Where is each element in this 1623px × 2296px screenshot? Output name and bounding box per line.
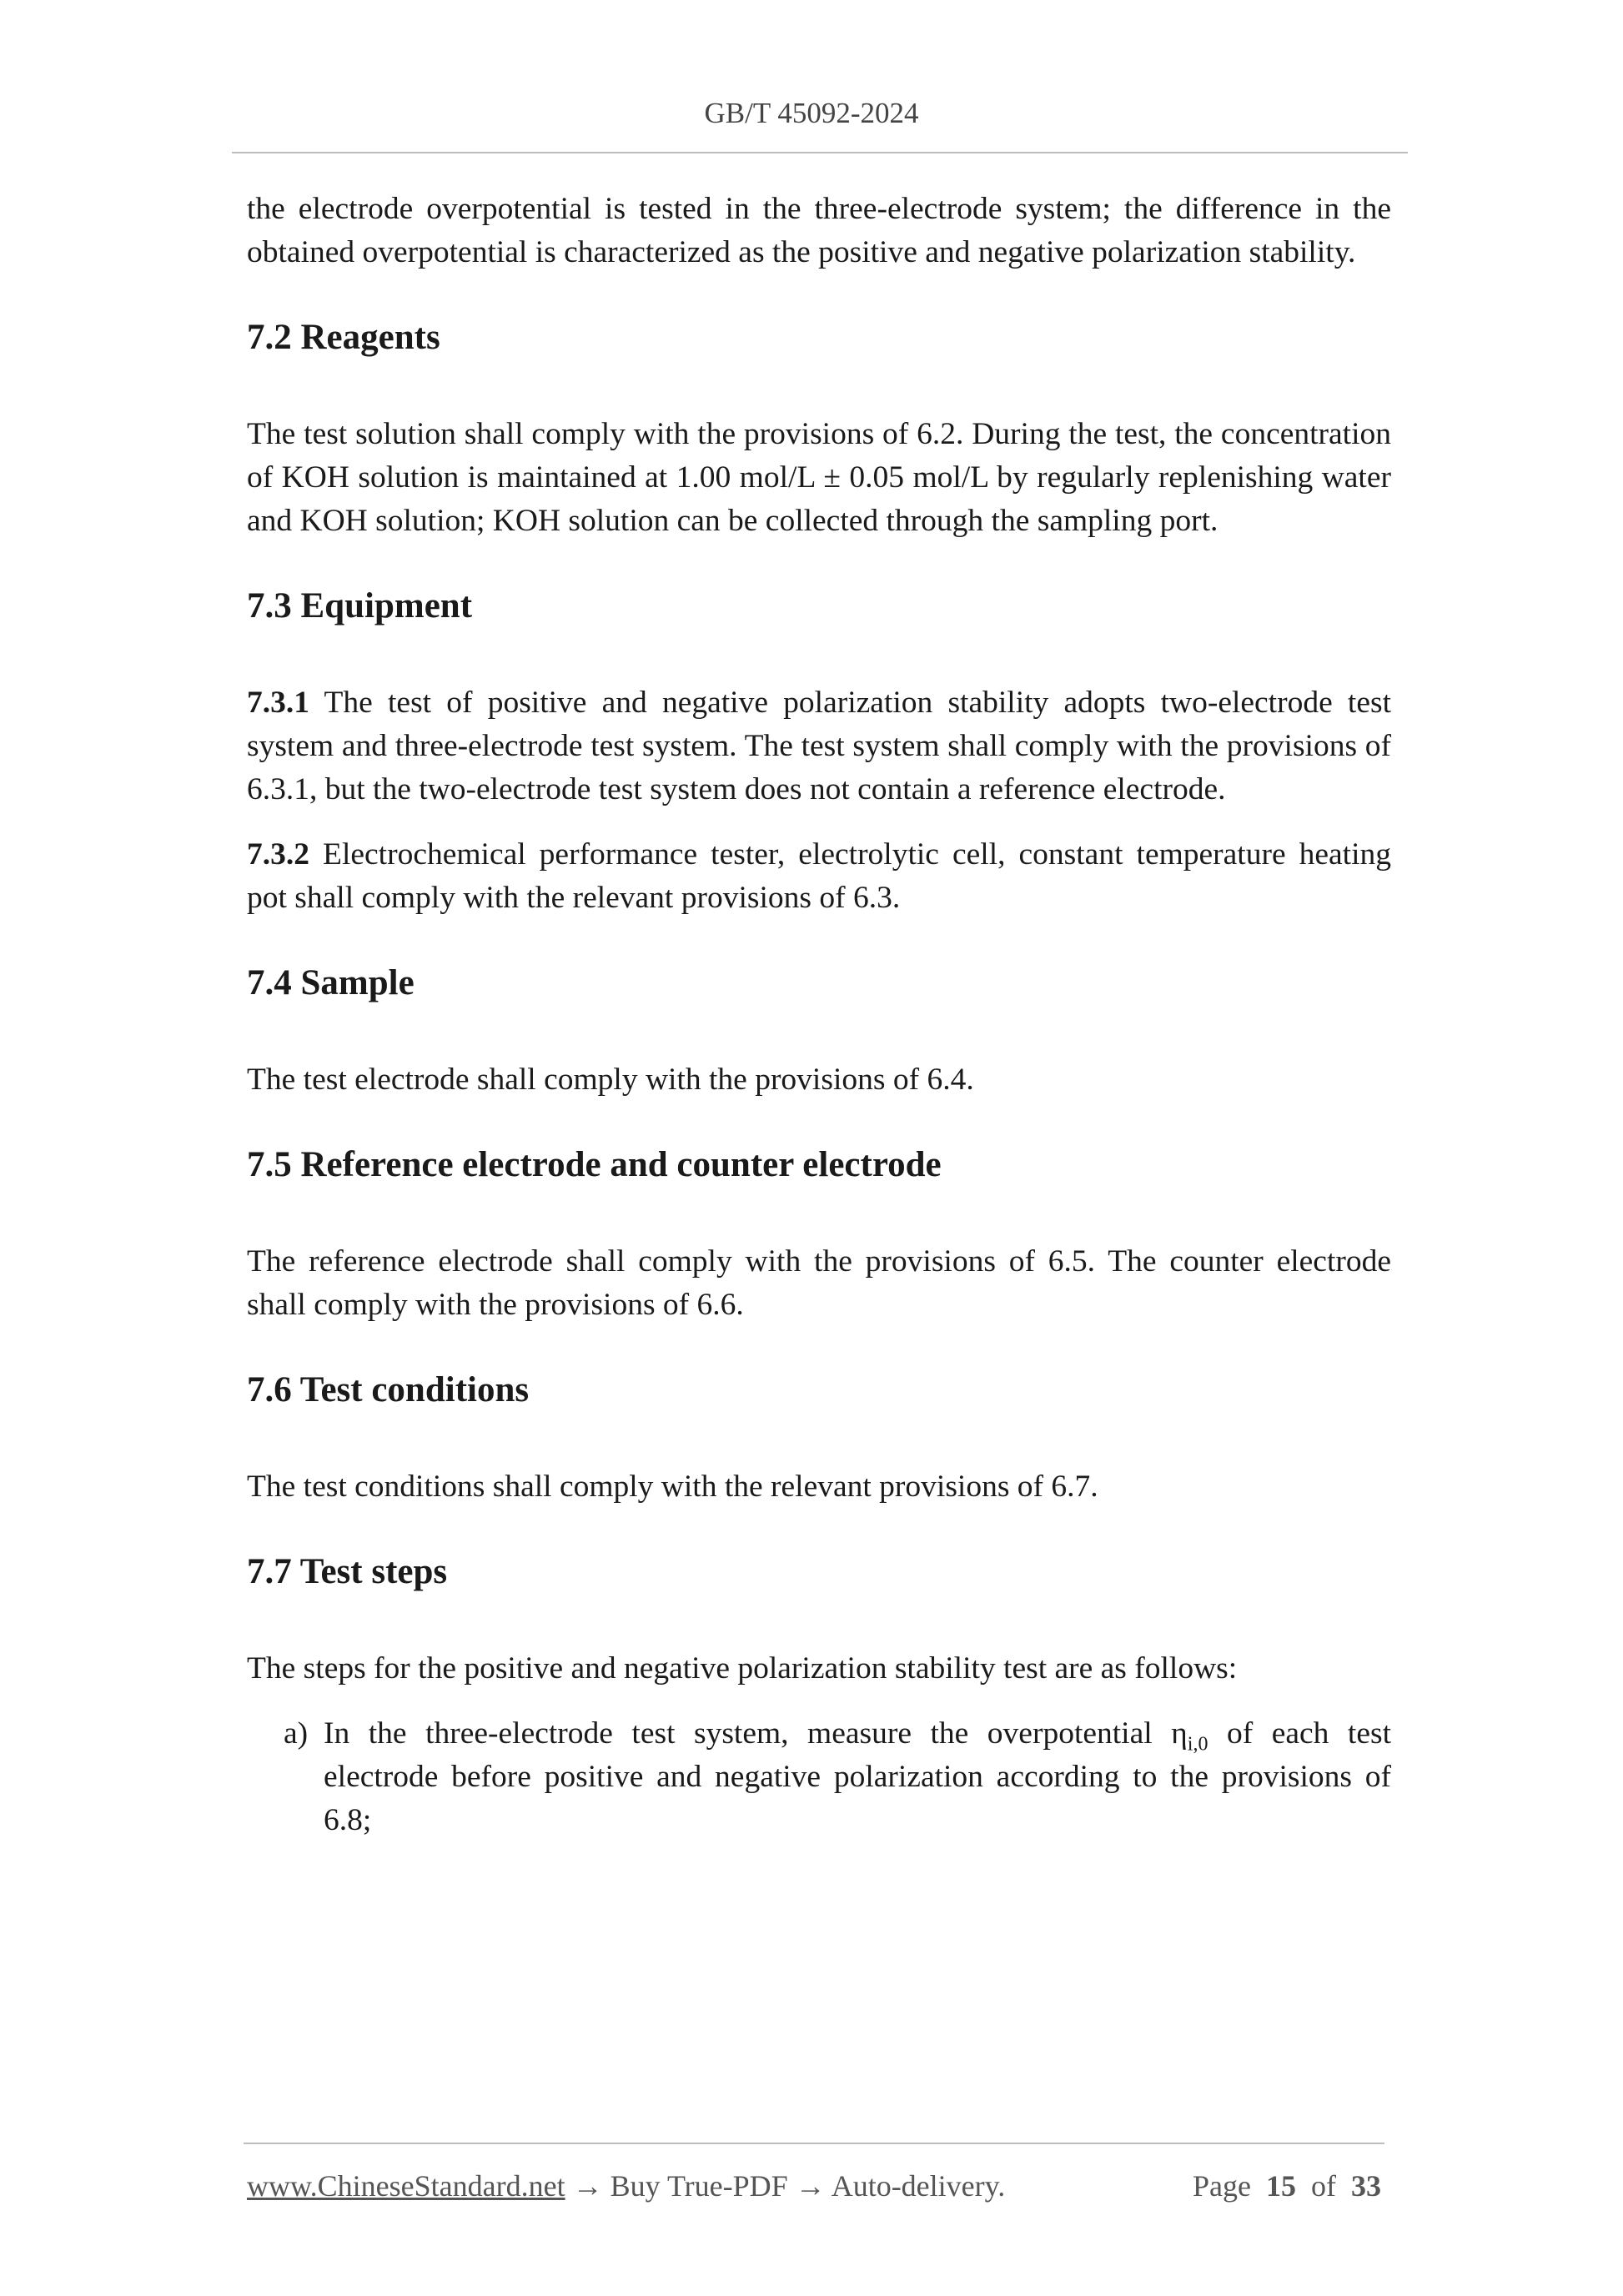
footer-promo-text: → Buy True-PDF → Auto-delivery. [565,2169,1006,2203]
sample-paragraph: The test electrode shall comply with the provisions of 6.4. [247,1063,974,1097]
footer-promo [247,2167,1005,2205]
heading-7-2: 7.2 Reagents [247,318,440,357]
heading-7-5: 7.5 Reference electrode and counter electrode [247,1145,942,1184]
heading-7-3: 7.3 Equipment [247,586,473,625]
electrode-paragraph: The reference electrode shall comply with the provisions of 6.5. The counter electrode shall comply with the provisions of 6.6. [247,1244,1391,1322]
document-code: GB/T 45092-2024 [704,97,919,129]
eta-symbol: η [1171,1716,1188,1751]
conditions-paragraph: The test conditions shall comply with the relevant provisions of 6.7. [247,1470,1098,1504]
total-pages: 33 [1351,2169,1381,2203]
reagents-paragraph: The test solution shall comply with the provisions of 6.2. During the test, the concentration of KOH solution is maintained at 1.00 mol/L ± 0.05 mol/L by regularly replenishing water and KOH solution; KOH solution can be collected through the sampling port. [247,417,1391,538]
intro-paragraph: the electrode overpotential is tested in the three-electrode system; the difference in the obtained overpotential is characterized as the positive and negative polarization stability. [247,192,1391,269]
heading-7-7: 7.7 Test steps [247,1552,448,1591]
clause-number: 7.3.1 [247,686,309,720]
site-link[interactable]: www.ChineseStandard.net [247,2169,565,2203]
footer-divider [244,2143,1384,2144]
page-content [247,188,1391,1842]
heading-7-6: 7.6 Test conditions [247,1370,530,1409]
list-item-a [247,1712,1391,1842]
clause-7-3-2 [247,833,1391,920]
clause-text: The test of positive and negative polarization stability adopts two-electrode test system and three-electrode test system. The test system shall comply with the provisions of 6.3.1, but the two-electrode test system does not contain a reference electrode. [247,686,1391,806]
clause-7-3-1 [247,681,1391,811]
list-marker: a) [284,1716,309,1751]
steps-intro-paragraph: The steps for the positive and negative polarization stability test are as follows: [247,1651,1238,1686]
eta-subscript: i,0 [1187,1733,1208,1756]
current-page: 15 [1266,2169,1296,2203]
clause-number: 7.3.2 [247,837,309,872]
page-indicator: Page 15 of 33 [1193,2169,1381,2203]
heading-7-4: 7.4 Sample [247,963,415,1002]
list-item-text: In the three-electrode test system, measure the overpotential $\eta_{i,0}$ of each test electrode before positive and negative polarization according to the provisions of 6.8; [324,1716,1391,1837]
clause-text: Electrochemical performance tester, electrolytic cell, constant temperature heating pot shall comply with the relevant provisions of 6.3. [247,837,1392,915]
header-divider [232,152,1408,153]
